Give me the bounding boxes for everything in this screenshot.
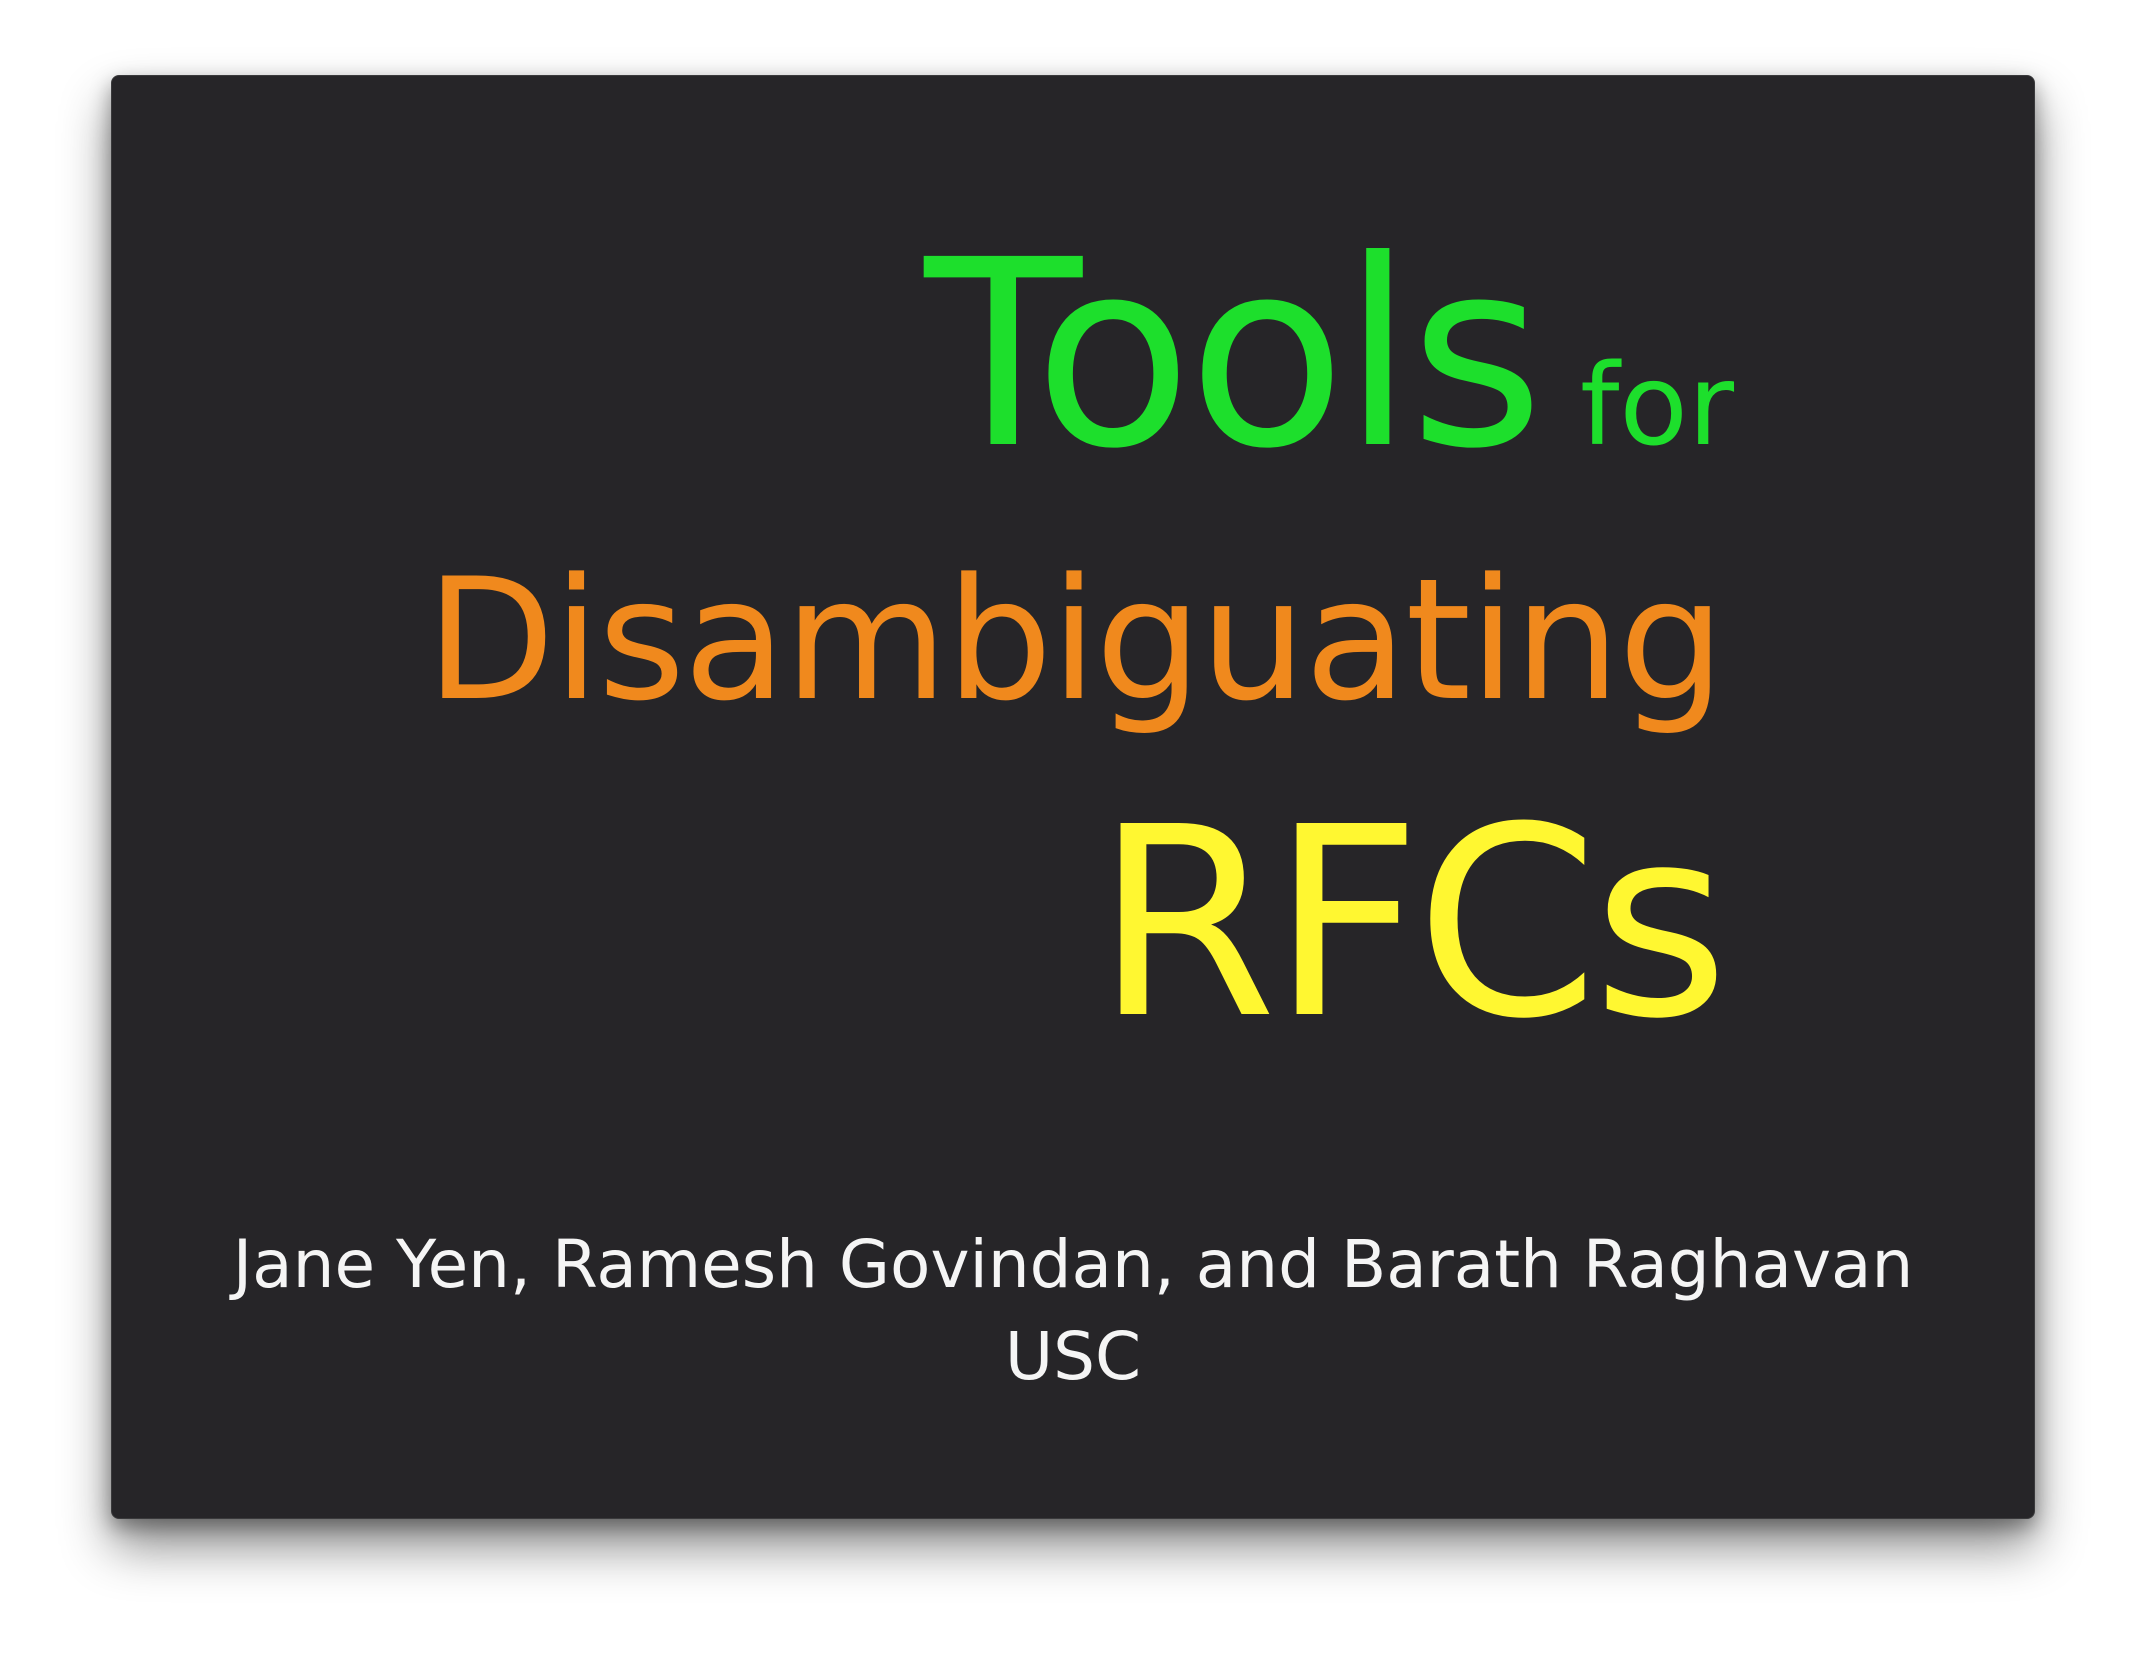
affiliation: USC	[1004, 1318, 1142, 1396]
title-word-for: for	[1580, 341, 1734, 471]
author-block	[112, 1219, 2034, 1404]
title-word-disambiguating: Disambiguating	[425, 542, 1723, 738]
title-slide	[112, 76, 2034, 1518]
title-word-tools: Tools	[924, 205, 1540, 505]
author-names: Jane Yen, Ramesh Govindan, and Barath Raghavan	[232, 1226, 1914, 1303]
slide-window[interactable]	[111, 75, 2035, 1519]
title-line-1	[924, 205, 1734, 505]
title-word-rfcs: RFCs	[1094, 771, 1723, 1076]
